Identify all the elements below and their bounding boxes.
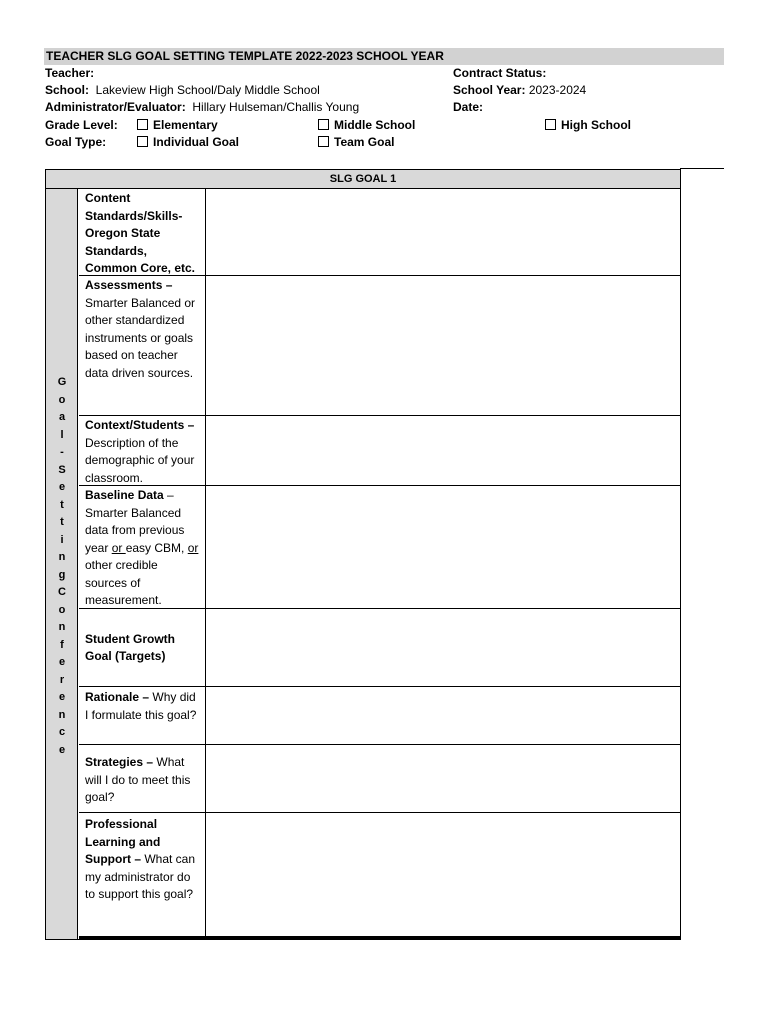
table-row-professional-learning	[79, 813, 680, 939]
teacher-label: Teacher:	[45, 66, 95, 80]
elementary-checkbox[interactable]: Elementary	[137, 117, 218, 134]
side-label-letter: C	[58, 586, 66, 598]
table-row-rationale	[79, 687, 680, 745]
checkbox-icon	[318, 119, 329, 130]
side-label-text	[46, 374, 78, 759]
side-label-letter: f	[60, 638, 64, 651]
school-year-label: School Year:	[453, 83, 526, 97]
side-label-letter: G	[57, 376, 67, 388]
table-row-context-students	[79, 416, 680, 486]
side-label-letter: n	[58, 708, 66, 721]
table-row-baseline-data	[79, 486, 680, 609]
side-label-letter: c	[58, 726, 66, 738]
grade-level-label: Grade Level:	[45, 118, 118, 132]
admin-value: Hillary Hulseman/Challis Young	[192, 100, 360, 114]
side-label-letter: o	[58, 393, 66, 406]
assessments-field[interactable]	[206, 276, 680, 415]
date-label: Date:	[453, 100, 484, 114]
baseline-data-field[interactable]	[206, 486, 680, 608]
rationale-field[interactable]	[206, 687, 680, 744]
row-label: Baseline Data – Smarter Balanced data from previous year or easy CBM, or other credible sources of measurement.	[79, 486, 206, 608]
admin-label: Administrator/Evaluator:	[45, 100, 186, 114]
checkbox-icon	[137, 136, 148, 147]
side-label-letter: i	[60, 533, 64, 546]
side-label-column	[46, 189, 78, 939]
content-standards-field[interactable]	[206, 189, 680, 275]
table-row-strategies	[79, 745, 680, 813]
row-label: Context/Students – Description of the demographic of your classroom.	[79, 416, 206, 485]
school-label: School:	[45, 83, 89, 97]
student-growth-goal-field[interactable]	[206, 609, 680, 686]
side-label-letter: e	[58, 743, 66, 756]
row-label: Content Standards/Skills-Oregon State Standards, Common Core, etc.	[79, 189, 206, 275]
row-label: Student Growth Goal (Targets)	[79, 609, 206, 686]
side-label-letter: t	[60, 516, 64, 528]
school-year-value: 2023-2024	[528, 83, 587, 97]
school-line	[45, 82, 320, 99]
row-label: Strategies – What will I do to meet this goal?	[79, 745, 206, 812]
side-label-letter: a	[58, 411, 66, 423]
side-label-letter: o	[58, 603, 66, 616]
document-title: TEACHER SLG GOAL SETTING TEMPLATE 2022-2023 SCHOOL YEAR	[44, 48, 724, 65]
row-label: Professional Learning and Support – What can my administrator do to support this goal?	[79, 813, 206, 936]
side-label-letter: -	[60, 446, 64, 458]
side-label-letter: r	[59, 673, 65, 686]
table-row-content-standards	[79, 189, 680, 276]
row-label: Rationale – Why did I formulate this goal?	[79, 687, 206, 744]
context-students-field[interactable]	[206, 416, 680, 485]
contract-status-label: Contract Status:	[453, 66, 547, 80]
row-label: Assessments – Smarter Balanced or other standardized instruments or goals based on teacher data driven sources.	[79, 276, 206, 415]
individual-goal-checkbox[interactable]: Individual Goal	[137, 134, 239, 151]
checkbox-icon	[318, 136, 329, 147]
checkbox-icon	[137, 119, 148, 130]
checkbox-icon	[545, 119, 556, 130]
admin-line	[45, 99, 359, 116]
strategies-field[interactable]	[206, 745, 680, 812]
middle-school-checkbox[interactable]: Middle School	[318, 117, 415, 134]
school-year-line	[453, 82, 586, 99]
table-row-student-growth-goal	[79, 609, 680, 687]
side-label-letter: S	[58, 463, 66, 476]
side-label-letter: e	[58, 481, 66, 493]
table-row-assessments	[79, 276, 680, 416]
goal-type-label: Goal Type:	[45, 135, 107, 149]
table-title: SLG GOAL 1	[46, 170, 680, 189]
slg-goal-table	[45, 169, 681, 940]
side-label-letter: g	[58, 568, 66, 581]
side-label-letter: n	[58, 551, 66, 563]
school-value: Lakeview High School/Daly Middle School	[95, 83, 320, 97]
side-label-letter: l	[60, 428, 64, 441]
side-label-letter: t	[60, 498, 64, 511]
professional-learning-field[interactable]	[206, 813, 680, 936]
side-label-letter: e	[58, 656, 66, 668]
team-goal-checkbox[interactable]: Team Goal	[318, 134, 394, 151]
side-label-letter: e	[58, 691, 66, 703]
high-school-checkbox[interactable]: High School	[545, 117, 631, 134]
side-label-letter: n	[58, 621, 66, 633]
divider	[680, 168, 724, 169]
